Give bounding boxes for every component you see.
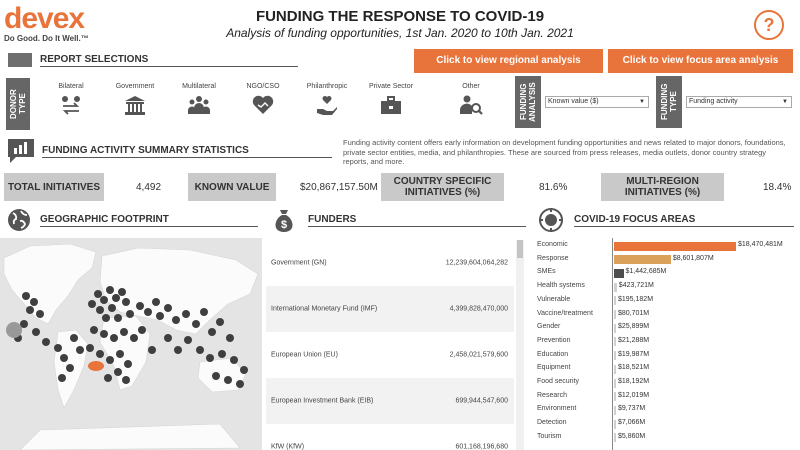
exchange-arrows-icon	[59, 94, 83, 116]
initiative-dot-highlight	[88, 361, 104, 371]
focus-area-label: Health systems	[537, 282, 585, 290]
focus-area-value: $195,182M	[618, 295, 654, 303]
focus-area-bar[interactable]	[614, 365, 616, 374]
group-people-icon	[187, 94, 211, 116]
focus-axis-line	[612, 238, 613, 450]
report-selections-title: REPORT SELECTIONS	[40, 54, 298, 67]
focus-area-bar[interactable]	[614, 324, 616, 333]
multi-region-label: MULTI-REGION INITIATIVES (%)	[601, 173, 724, 201]
virus-target-icon	[538, 207, 564, 233]
focus-area-bar[interactable]	[614, 433, 616, 442]
focus-area-bar[interactable]	[614, 337, 616, 346]
donor-type-private-sector[interactable]	[366, 83, 416, 121]
multi-region-value: 18.4%	[763, 182, 792, 193]
donor-type-bilateral[interactable]	[46, 83, 96, 121]
focus-area-label: Education	[537, 350, 569, 358]
donor-type-philanthropic[interactable]	[302, 83, 352, 121]
donor-type-label-philanthropic: Philanthropic	[306, 83, 348, 90]
focus-area-bar[interactable]	[614, 351, 616, 360]
donor-type-ngo[interactable]	[238, 83, 288, 121]
svg-text:$: $	[280, 219, 288, 231]
focus-area-label: Prevention	[537, 336, 571, 344]
summary-stats-title: FUNDING ACTIVITY SUMMARY STATISTICS	[42, 145, 332, 158]
funder-name: KfW (KfW)	[271, 443, 305, 450]
total-initiatives-label: TOTAL INITIATIVES	[4, 173, 104, 201]
focus-area-label: Food security	[537, 378, 580, 385]
world-map[interactable]	[0, 238, 262, 450]
focus-area-label: Environment	[537, 405, 577, 413]
funders-title: FUNDERS	[308, 214, 526, 227]
country-specific-value: 81.6%	[539, 182, 568, 193]
funding-type-select[interactable]	[686, 96, 792, 108]
donor-type-label-government: Government	[115, 83, 155, 90]
funder-row[interactable]	[266, 240, 514, 286]
focus-area-value: $8,601,807M	[672, 254, 714, 262]
focus-area-bar[interactable]	[614, 269, 624, 278]
focus-area-value: $21,288M	[618, 336, 650, 344]
government-building-icon	[123, 94, 147, 116]
focus-area-bar[interactable]	[614, 406, 616, 415]
heart-handshake-icon	[251, 94, 275, 116]
country-specific-label: COUNTRY SPECIFIC INITIATIVES (%)	[381, 173, 504, 201]
donor-type-government[interactable]	[110, 83, 160, 121]
funder-row[interactable]	[266, 286, 514, 332]
focus-area-bar[interactable]	[614, 420, 616, 429]
focus-area-label: Response	[537, 254, 569, 262]
focus-area-label: Equipment	[537, 364, 571, 372]
focus-area-label: Vulnerable	[537, 295, 571, 303]
funding-analysis-select[interactable]	[545, 96, 649, 108]
funding-analysis-value: Known value ($)	[548, 98, 599, 105]
focus-area-label: Tourism	[537, 432, 562, 440]
briefcase-icon	[379, 94, 403, 116]
geographic-footprint-title: GEOGRAPHIC FOOTPRINT	[40, 214, 258, 227]
donor-type-label-other: Other	[462, 83, 480, 90]
summary-description: Funding activity content offers early information on development funding opportunities and news related to major donors, foundations, private sector entities, media, and philanthropies. These are sourced from press releases, media outlets, donor country strategy reports, and more.	[343, 138, 786, 166]
focus-area-value: $25,899M	[618, 323, 650, 331]
funder-row[interactable]	[266, 424, 514, 450]
focus-area-value: $80,701M	[618, 309, 650, 317]
funder-value: 601,168,196,680	[455, 443, 508, 450]
funder-value: 12,239,604,064,282	[445, 259, 508, 267]
funders-scrollbar[interactable]	[516, 240, 524, 450]
globe-icon	[6, 207, 32, 233]
focus-area-value: $9,737M	[618, 405, 646, 413]
focus-area-bar[interactable]	[614, 310, 616, 319]
funder-name: European Investment Bank (EIB)	[271, 397, 374, 405]
page-subtitle: Analysis of funding opportunities, 1st Jan. 2020 to 10th Jan. 2021	[226, 26, 574, 40]
focus-area-value: $12,019M	[618, 391, 650, 399]
chevron-down-icon: ▼	[782, 99, 788, 105]
focus-area-label: Economic	[537, 241, 568, 248]
section-marker	[8, 53, 32, 67]
focus-area-bar[interactable]	[614, 255, 671, 264]
funder-name: Government (GN)	[271, 259, 327, 267]
focus-area-value: $18,521M	[618, 364, 650, 372]
focus-area-value: $18,192M	[618, 378, 650, 385]
logo-tagline: Do Good. Do It Well.™	[4, 34, 89, 43]
funder-value: 4,399,828,470,000	[449, 305, 508, 313]
funding-type-label: FUNDING TYPE	[656, 76, 682, 128]
focus-areas-title: COVID-19 FOCUS AREAS	[574, 214, 794, 227]
money-bag-icon	[270, 206, 298, 234]
chevron-down-icon: ▼	[639, 99, 645, 105]
focus-area-bar[interactable]	[614, 296, 616, 305]
donor-type-label-ngo: NGO/CSO	[246, 83, 280, 90]
focus-area-value: $18,470,481M	[738, 241, 783, 248]
help-button[interactable]: ?	[754, 10, 784, 40]
donor-type-label-bilateral: Bilateral	[58, 83, 84, 90]
focus-area-value: $7,066M	[618, 419, 646, 427]
funder-value: 2,458,021,579,600	[449, 351, 508, 359]
donor-type-multilateral[interactable]	[174, 83, 224, 121]
focus-area-label: Gender	[537, 323, 561, 331]
donor-type-label-multilateral: Multilateral	[182, 83, 216, 90]
focus-area-bar[interactable]	[614, 242, 736, 251]
logo-wordmark: devex	[4, 2, 85, 35]
funder-name: European Union (EU)	[271, 351, 338, 359]
funding-analysis-label: FUNDING ANALYSIS	[515, 76, 541, 128]
focus-area-value: $5,860M	[618, 432, 646, 440]
person-search-icon	[459, 94, 483, 116]
focus-area-bar[interactable]	[614, 379, 616, 388]
hand-heart-icon	[315, 94, 339, 116]
focus-area-label: Vaccine/treatment	[537, 309, 593, 317]
focus-area-value: $1,442,685M	[625, 268, 667, 276]
initiative-dot-large	[6, 322, 22, 338]
focus-area-label: Detection	[537, 419, 567, 427]
focus-area-value: $423,721M	[618, 282, 654, 290]
funder-value: 699,944,547,600	[455, 397, 508, 405]
funder-row[interactable]	[266, 378, 514, 424]
funding-type-value: Funding activity	[689, 98, 738, 105]
donor-type-filters	[46, 83, 413, 133]
donor-type-other[interactable]	[446, 83, 496, 121]
focus-area-bar[interactable]	[614, 283, 617, 292]
chat-chart-icon	[6, 137, 36, 165]
donor-type-label: DONOR TYPE	[6, 78, 30, 130]
page-title: FUNDING THE RESPONSE TO COVID-19	[255, 8, 545, 25]
known-value-value: $20,867,157.50M	[300, 182, 378, 193]
funder-row[interactable]	[266, 332, 514, 378]
focus-area-label: Research	[537, 391, 567, 399]
regional-analysis-button[interactable]: Click to view regional analysis	[414, 49, 603, 73]
focus-area-bar[interactable]	[614, 392, 616, 401]
focus-area-analysis-button[interactable]: Click to view focus area analysis	[608, 49, 793, 73]
total-initiatives-value: 4,492	[136, 182, 162, 193]
donor-type-label-private-sector: Private Sector	[369, 83, 413, 90]
focus-area-value: $19,987M	[618, 350, 650, 358]
funder-name: International Monetary Fund (IMF)	[271, 305, 378, 313]
focus-area-label: SMEs	[537, 268, 556, 276]
known-value-label: KNOWN VALUE	[188, 173, 276, 201]
funders-scrollbar-thumb[interactable]	[517, 240, 523, 258]
